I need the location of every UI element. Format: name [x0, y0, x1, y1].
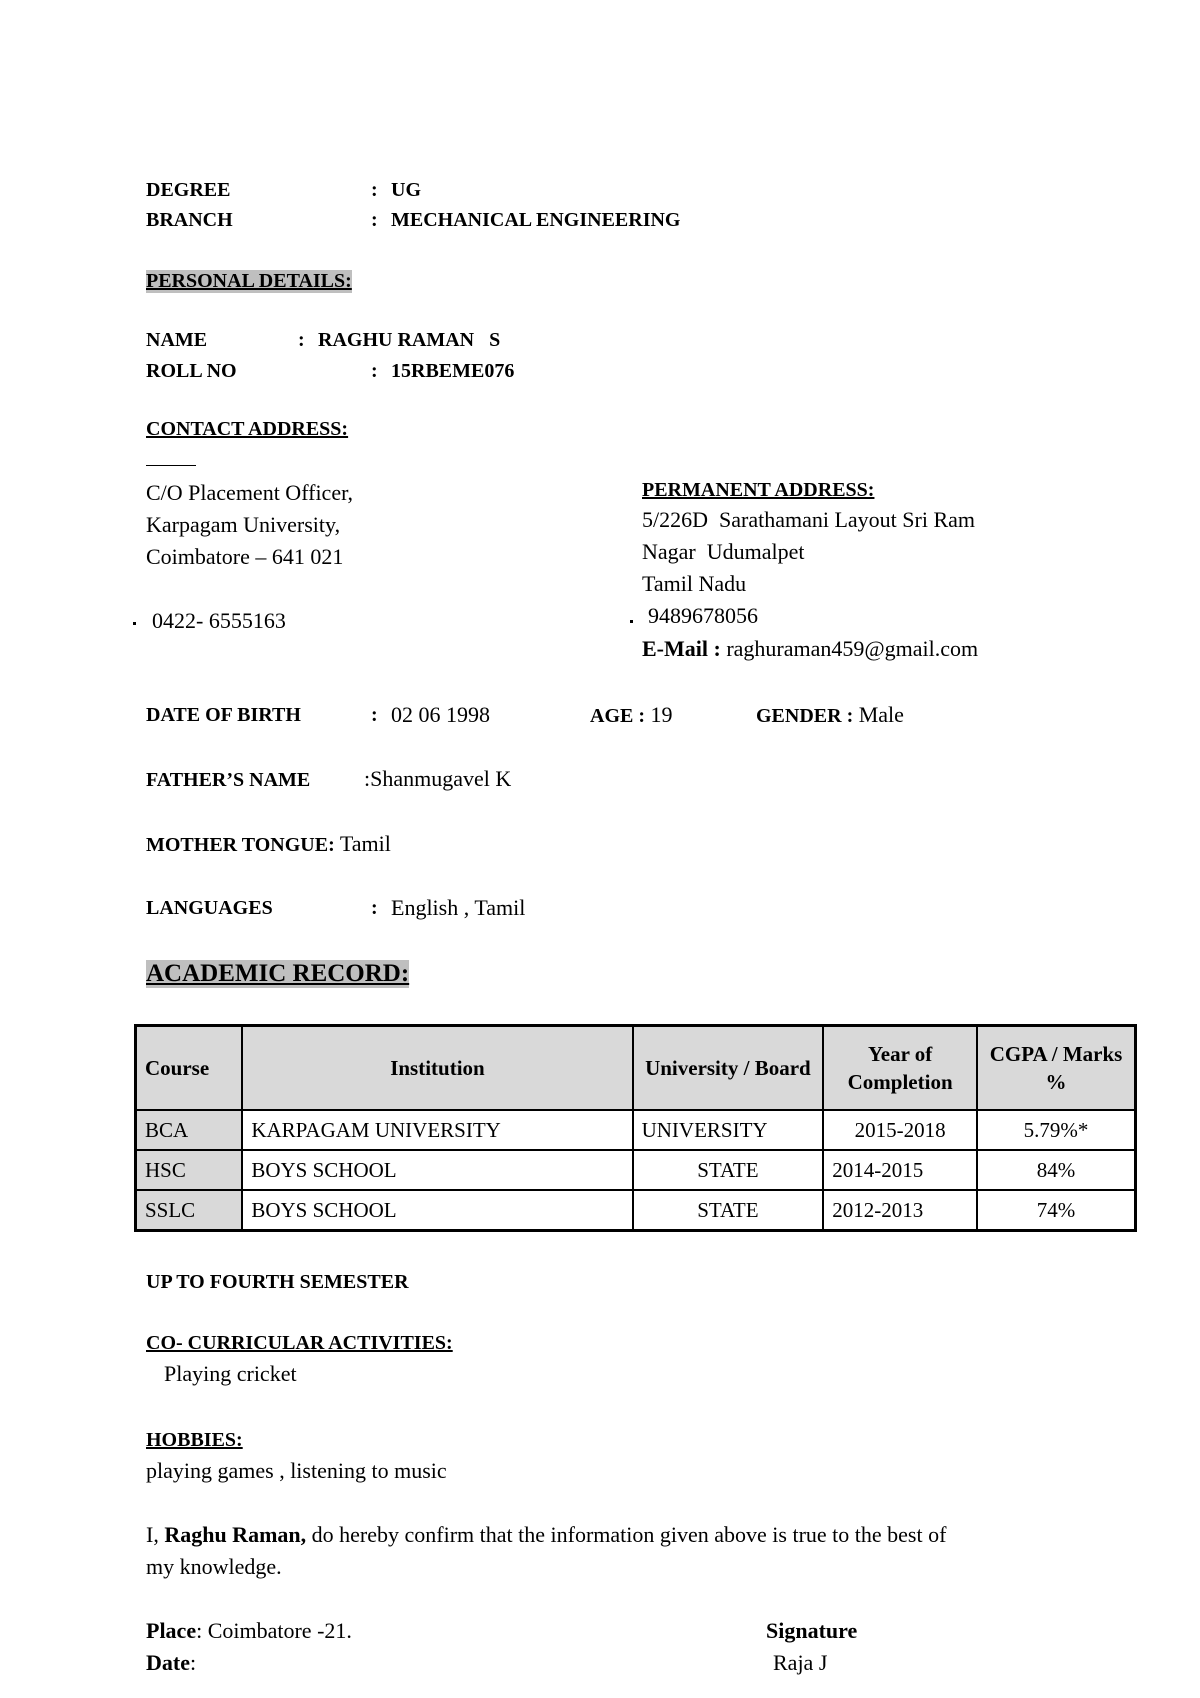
col-year: Year of Completion: [823, 1026, 977, 1111]
hobbies-heading: HOBBIES:: [146, 1429, 243, 1451]
branch-label: BRANCH: [146, 209, 233, 231]
row-institution: KARPAGAM UNIVERSITY: [242, 1110, 632, 1150]
date-label: Date: [146, 1650, 190, 1675]
father-label: FATHER’S NAME: [146, 769, 311, 791]
contact-phone: 0422- 6555163: [152, 608, 286, 633]
declaration-name: Raghu Raman,: [164, 1522, 307, 1547]
col-course: Course: [136, 1026, 243, 1111]
cocurricular-text: Playing cricket: [164, 1361, 297, 1386]
row-marks: 5.79%*: [977, 1110, 1135, 1150]
branch-separator: :: [371, 209, 378, 231]
col-marks: CGPA / Marks %: [977, 1026, 1135, 1111]
contact-address-heading: CONTACT ADDRESS:: [146, 418, 349, 440]
semester-note: UP TO FOURTH SEMESTER: [146, 1271, 409, 1293]
signature-value: Raja J: [773, 1650, 828, 1675]
place-label: Place: [146, 1618, 197, 1643]
table-row: [136, 1190, 1136, 1231]
degree-value: UG: [391, 179, 421, 201]
permanent-line-2: Nagar Udumalpet: [642, 539, 805, 564]
row-board: UNIVERSITY: [633, 1110, 824, 1150]
name-separator: :: [298, 329, 305, 351]
branch-value: MECHANICAL ENGINEERING: [391, 209, 681, 231]
academic-record-heading: ACADEMIC RECORD:: [146, 960, 410, 987]
table-row: [136, 1150, 1136, 1190]
place-value: : Coimbatore -21.: [196, 1618, 352, 1643]
mother-tongue-label: MOTHER TONGUE:: [146, 834, 335, 856]
table-row: [136, 1110, 1136, 1150]
row-year: 2015-2018: [823, 1110, 977, 1150]
table-header-row: [136, 1026, 1136, 1111]
row-course: BCA: [136, 1110, 243, 1150]
roll-value: 15RBEME076: [391, 360, 515, 382]
date-value: :: [189, 1650, 197, 1675]
dob-separator: :: [371, 704, 378, 726]
permanent-phone: 9489678056: [648, 603, 758, 628]
dob-value: 02 06 1998: [391, 702, 490, 727]
mobile-icon: [630, 620, 633, 623]
gender-label: GENDER :: [756, 705, 854, 727]
age-value: 19: [650, 702, 673, 727]
col-board: University / Board: [633, 1026, 824, 1111]
name-value: RAGHU RAMAN S: [318, 329, 501, 351]
contact-divider: [146, 465, 196, 466]
dob-label: DATE OF BIRTH: [146, 704, 301, 726]
row-board: STATE: [633, 1190, 824, 1231]
degree-separator: :: [371, 179, 378, 201]
email-value: raghuraman459@gmail.com: [726, 636, 979, 661]
row-institution: BOYS SCHOOL: [242, 1150, 632, 1190]
mother-tongue-value: Tamil: [339, 831, 391, 856]
col-institution: Institution: [242, 1026, 632, 1111]
row-marks: 84%: [977, 1150, 1135, 1190]
cocurricular-heading: CO- CURRICULAR ACTIVITIES:: [146, 1332, 453, 1354]
row-institution: BOYS SCHOOL: [242, 1190, 632, 1231]
declaration-line-1: I, Raghu Raman, do hereby confirm that the information given above is true to the best of: [146, 1522, 947, 1547]
row-year: 2012-2013: [823, 1190, 977, 1231]
roll-label: ROLL NO: [146, 360, 237, 382]
languages-label: LANGUAGES: [146, 897, 273, 919]
email-label: E-Mail :: [642, 636, 721, 661]
hobbies-text: playing games , listening to music: [146, 1458, 447, 1483]
row-year: 2014-2015: [823, 1150, 977, 1190]
phone-icon: [133, 622, 136, 625]
contact-line-2: Karpagam University,: [146, 512, 341, 537]
gender-value: Male: [858, 702, 904, 727]
personal-details-heading: PERSONAL DETAILS:: [146, 270, 352, 292]
signature-label: Signature: [766, 1618, 858, 1643]
academic-table: [134, 1024, 1137, 1232]
contact-line-3: Coimbatore – 641 021: [146, 544, 344, 569]
permanent-line-3: Tamil Nadu: [642, 571, 747, 596]
roll-separator: :: [371, 360, 378, 382]
declaration-line-2: my knowledge.: [146, 1554, 282, 1579]
permanent-address-heading: PERMANENT ADDRESS:: [642, 479, 875, 501]
languages-value: English , Tamil: [391, 895, 526, 920]
row-course: HSC: [136, 1150, 243, 1190]
age-label: AGE :: [590, 705, 645, 727]
father-value: :Shanmugavel K: [364, 766, 512, 791]
name-label: NAME: [146, 329, 208, 351]
contact-line-1: C/O Placement Officer,: [146, 480, 354, 505]
row-marks: 74%: [977, 1190, 1135, 1231]
languages-separator: :: [371, 897, 378, 919]
row-course: SSLC: [136, 1190, 243, 1231]
permanent-line-1: 5/226D Sarathamani Layout Sri Ram: [642, 507, 975, 532]
degree-label: DEGREE: [146, 179, 231, 201]
row-board: STATE: [633, 1150, 824, 1190]
